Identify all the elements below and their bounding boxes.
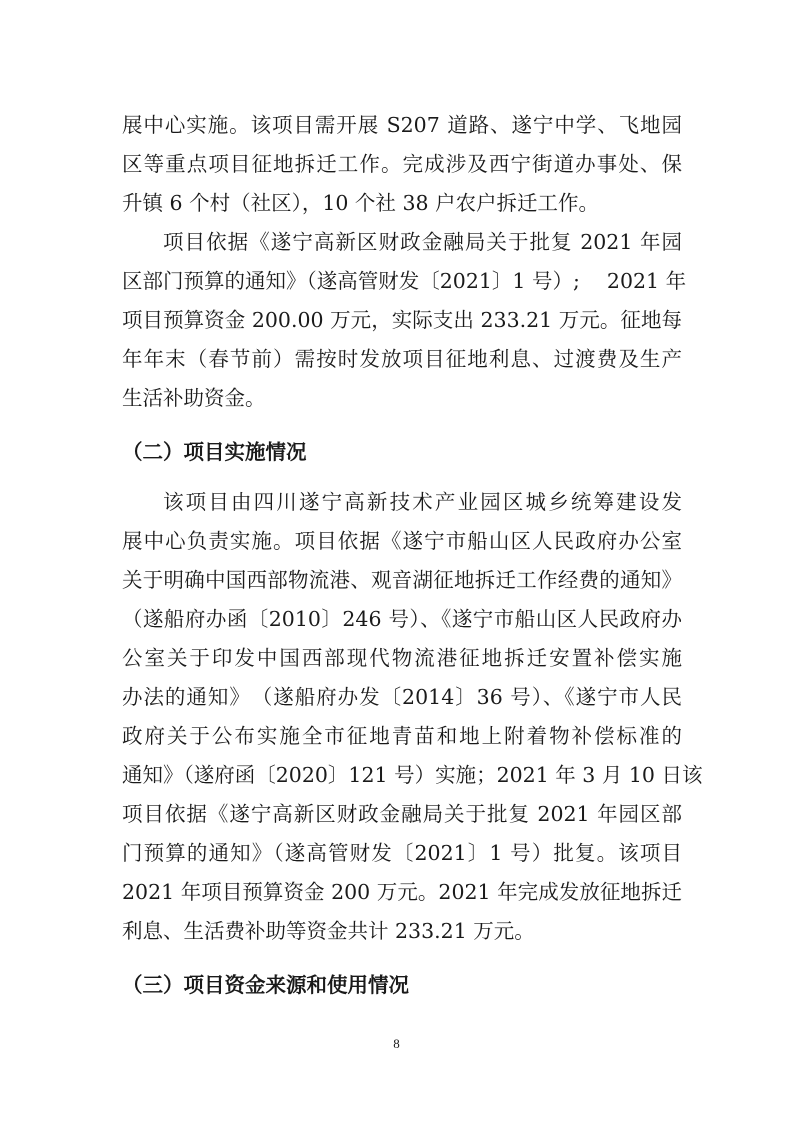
text-line: 项目依据《遂宁高新区财政金融局关于批复 2021 年园区部 <box>122 802 682 826</box>
text-line: 项目预算资金 200.00 万元，实际支出 233.21 万元。征地每 <box>122 308 682 332</box>
text-line: 关于明确中国西部物流港、观音湖征地拆迁工作经费的通知》 <box>122 568 682 592</box>
text-line: 2021 年项目预算资金 200 万元。2021 年完成发放征地拆迁 <box>122 880 682 904</box>
section-heading-3: （三）项目资金来源和使用情况 <box>122 973 409 997</box>
text-line: 通知》（遂府函〔2020〕121 号）实施；2021 年 3 月 10 日该 <box>122 763 703 787</box>
text-line: 办法的通知》 （遂船府办发〔2014〕36 号）、《遂宁市人民 <box>122 685 682 709</box>
text-line: 年年末（春节前）需按时发放项目征地利息、过渡费及生产 <box>122 347 682 371</box>
text-line: 该项目由四川遂宁高新技术产业园区城乡统筹建设发 <box>163 490 682 514</box>
text-line: 门预算的通知》（遂高管财发〔2021〕1 号）批复。该项目 <box>122 841 682 865</box>
text-line: 项目依据《遂宁高新区财政金融局关于批复 2021 年园 <box>163 230 682 254</box>
text-line: 升镇 6 个村（社区），10 个社 38 户农户拆迁工作。 <box>122 191 600 215</box>
text-line: 公室关于印发中国西部现代物流港征地拆迁安置补偿实施 <box>122 646 682 670</box>
text-line: 展中心实施。该项目需开展 S207 道路、遂宁中学、飞地园 <box>122 113 682 137</box>
text-line: 生活补助资金。 <box>122 386 266 410</box>
text-line: 区部门预算的通知》（遂高管财发〔2021〕1 号）; 2021 年 <box>122 269 687 293</box>
text-line: （遂船府办函〔2010〕246 号）、《遂宁市船山区人民政府办 <box>122 607 682 631</box>
text-line: 区等重点项目征地拆迁工作。完成涉及西宁街道办事处、保 <box>122 152 682 176</box>
section-heading-2: （二）项目实施情况 <box>122 440 307 464</box>
text-line: 政府关于公布实施全市征地青苗和地上附着物补偿标准的 <box>122 724 682 748</box>
page-number: 8 <box>393 1036 400 1051</box>
text-line: 展中心负责实施。项目依据《遂宁市船山区人民政府办公室 <box>122 529 682 553</box>
text-line: 利息、生活费补助等资金共计 233.21 万元。 <box>122 919 535 943</box>
